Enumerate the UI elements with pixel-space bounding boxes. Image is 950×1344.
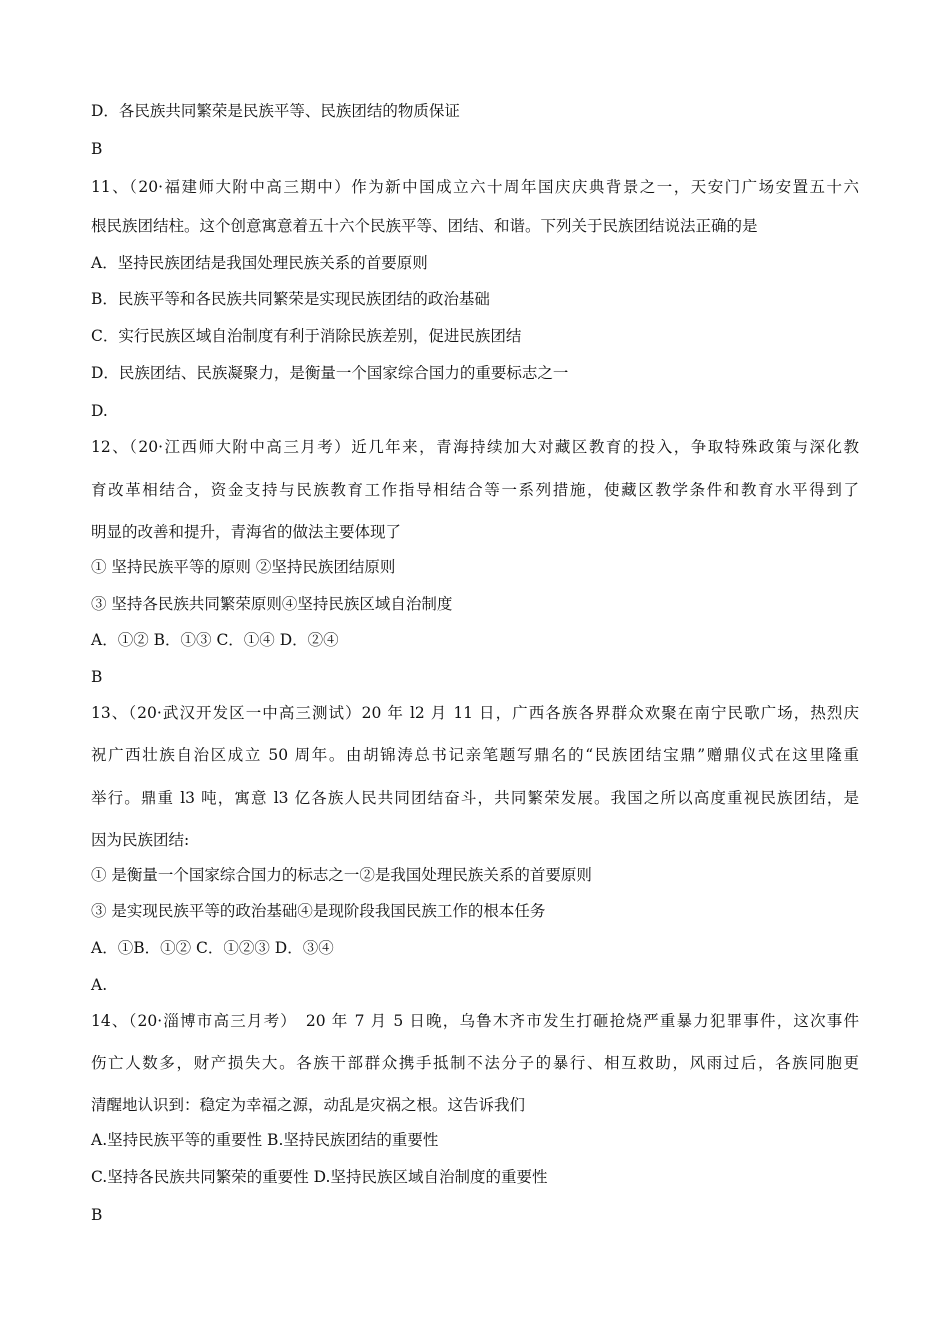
q10-option-d: D．各民族共同繁荣是民族平等、民族团结的物质保证 (91, 102, 460, 120)
q11-option-b: B．民族平等和各民族共同繁荣是实现民族团结的政治基础 (91, 290, 490, 308)
q13-answer: A. (91, 976, 108, 994)
q11-stem-line1: 11、（20·福建师大附中高三期中）作为新中国成立六十周年国庆庆典背景之一，天安门广场安置五十六 (91, 178, 859, 196)
q11-answer: D. (91, 402, 108, 420)
q12-stem-line2: 育改革相结合，资金支持与民族教育工作指导相结合等一系列措施，使藏区教学条件和教育水平得到了 (91, 481, 859, 499)
q14-options-ab: A.坚持民族平等的重要性 B.坚持民族团结的重要性 (91, 1131, 439, 1149)
q12-items-3-4: ③ 坚持各民族共同繁荣原则④坚持民族区域自治制度 (91, 595, 453, 613)
q14-stem-line3: 清醒地认识到：稳定为幸福之源，动乱是灾祸之根。这告诉我们 (91, 1096, 526, 1114)
q11-option-c: C．实行民族区域自治制度有利于消除民族差别，促进民族团结 (91, 327, 522, 345)
q11-stem-line2: 根民族团结柱。这个创意寓意着五十六个民族平等、团结、和谐。下列关于民族团结说法正确的是 (91, 217, 758, 235)
q13-stem-line1: 13、（20·武汉开发区一中高三测试）20 年 l2 月 11 日，广西各族各界群众欢聚在南宁民歌广场，热烈庆 (91, 704, 859, 722)
q12-stem-line3: 明显的改善和提升，青海省的做法主要体现了 (91, 523, 402, 541)
q14-answer: B (91, 1206, 103, 1224)
q11-option-d: D．民族团结、民族凝聚力，是衡量一个国家综合国力的重要标志之一 (91, 364, 569, 382)
q14-stem-line1: 14、（20·淄博市高三月考） 20 年 7 月 5 日晚，乌鲁木齐市发生打砸抢烧严重暴力犯罪事件，这次事件 (91, 1012, 859, 1030)
q13-stem-line2: 祝广西壮族自治区成立 50 周年。由胡锦涛总书记亲笔题写鼎名的“民族团结宝鼎”赠鼎仪式在这里隆重 (91, 746, 859, 764)
q11-option-a: A．坚持民族团结是我国处理民族关系的首要原则 (91, 254, 428, 272)
q13-items-1-2: ① 是衡量一个国家综合国力的标志之一②是我国处理民族关系的首要原则 (91, 866, 592, 884)
q14-options-cd: C.坚持各民族共同繁荣的重要性 D.坚持民族区域自治制度的重要性 (91, 1168, 548, 1186)
q10-answer: B (91, 140, 103, 158)
q13-stem-line4: 因为民族团结: (91, 831, 190, 849)
q13-options: A．①B．①② C．①②③ D．③④ (91, 939, 334, 957)
q13-items-3-4: ③ 是实现民族平等的政治基础④是现阶段我国民族工作的根本任务 (91, 902, 546, 920)
q12-answer: B (91, 668, 103, 686)
q14-stem-line2: 伤亡人数多，财产损失大。各族干部群众携手抵制不法分子的暴行、相互救助，风雨过后，各族同胞更 (91, 1054, 859, 1072)
q13-stem-line3: 举行。鼎重 l3 吨，寓意 l3 亿各族人民共同团结奋斗，共同繁荣发展。我国之所以高度重视民族团结，是 (91, 789, 859, 807)
q12-items-1-2: ① 坚持民族平等的原则 ②坚持民族团结原则 (91, 558, 396, 576)
q12-options: A．①② B．①③ C．①④ D．②④ (91, 631, 339, 649)
q12-stem-line1: 12、（20·江西师大附中高三月考）近几年来，青海持续加大对藏区教育的投入，争取特殊政策与深化教 (91, 438, 859, 456)
